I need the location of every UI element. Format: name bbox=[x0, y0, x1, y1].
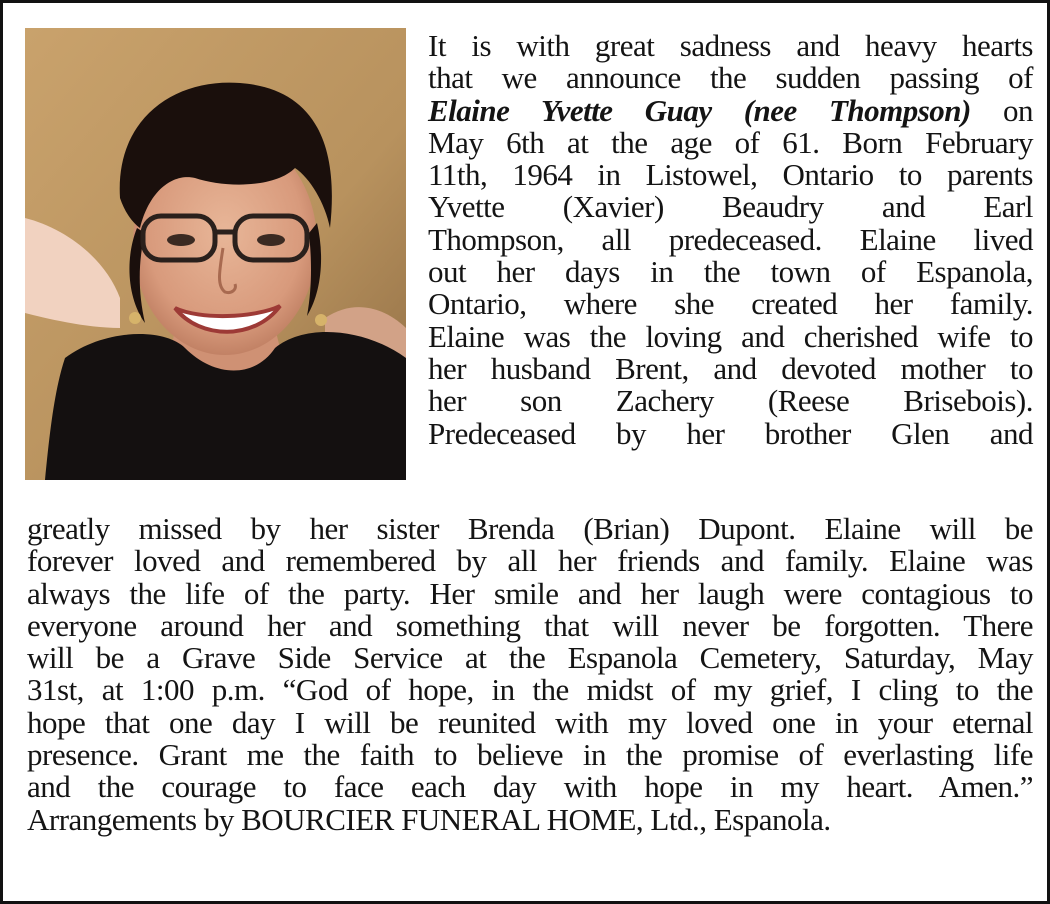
obituary-line: 31st, at 1:00 p.m. “God of hope, in the midst of my grief, I cling to the bbox=[27, 672, 1033, 708]
portrait-photo bbox=[25, 28, 406, 480]
obituary-line: It is with great sadness and heavy hearts bbox=[428, 28, 1033, 63]
obituary-line: Thompson, all predeceased. Elaine lived bbox=[428, 221, 1033, 257]
obituary-line: and the courage to face each day with hope in my heart. Amen.” bbox=[27, 769, 1033, 805]
obituary-line: her son Zachery (Reese Brisebois). bbox=[428, 383, 1033, 419]
obituary-line: always the life of the party. Her smile and her laugh were contagious to bbox=[27, 575, 1033, 611]
obituary-line: forever loved and remembered by all her friends and family. Elaine was bbox=[27, 543, 1033, 579]
obituary-line: May 6th at the age of 61. Born February bbox=[428, 124, 1033, 160]
obituary-line: greatly missed by her sister Brenda (Brian) Dupont. Elaine will be bbox=[27, 511, 1033, 546]
obituary-line: Elaine was the loving and cherished wife to bbox=[428, 318, 1033, 354]
obituary-line: her husband Brent, and devoted mother to bbox=[428, 350, 1033, 386]
obituary-text-right-column bbox=[428, 30, 1033, 450]
obituary-line: presence. Grant me the faith to believe in the promise of everlasting life bbox=[27, 737, 1033, 773]
obituary-text-full-width bbox=[27, 513, 1033, 836]
obituary-line: 11th, 1964 in Listowel, Ontario to parents bbox=[428, 157, 1033, 193]
obituary-line: hope that one day I will be reunited with my loved one in your eternal bbox=[27, 704, 1033, 740]
obituary-line: will be a Grave Side Service at the Espanola Cemetery, Saturday, May bbox=[27, 640, 1033, 676]
obituary-line: Yvette (Xavier) Beaudry and Earl bbox=[428, 189, 1033, 225]
obituary-line: Ontario, where she created her family. bbox=[428, 286, 1033, 322]
deceased-name: Elaine Yvette Guay (nee Thompson) bbox=[428, 92, 971, 128]
obituary-line: Predeceased by her brother Glen and bbox=[428, 415, 1033, 451]
obituary-line: everyone around her and something that will never be forgotten. There bbox=[27, 607, 1033, 643]
obituary-line: Elaine Yvette Guay (nee Thompson) on bbox=[428, 92, 1034, 128]
portrait-illustration bbox=[25, 28, 406, 480]
obituary-line: out her days in the town of Espanola, bbox=[428, 254, 1033, 290]
obituary-line: Arrangements by BOURCIER FUNERAL HOME, Ltd., Espanola. bbox=[27, 801, 831, 837]
obituary-line: that we announce the sudden passing of bbox=[428, 60, 1033, 96]
